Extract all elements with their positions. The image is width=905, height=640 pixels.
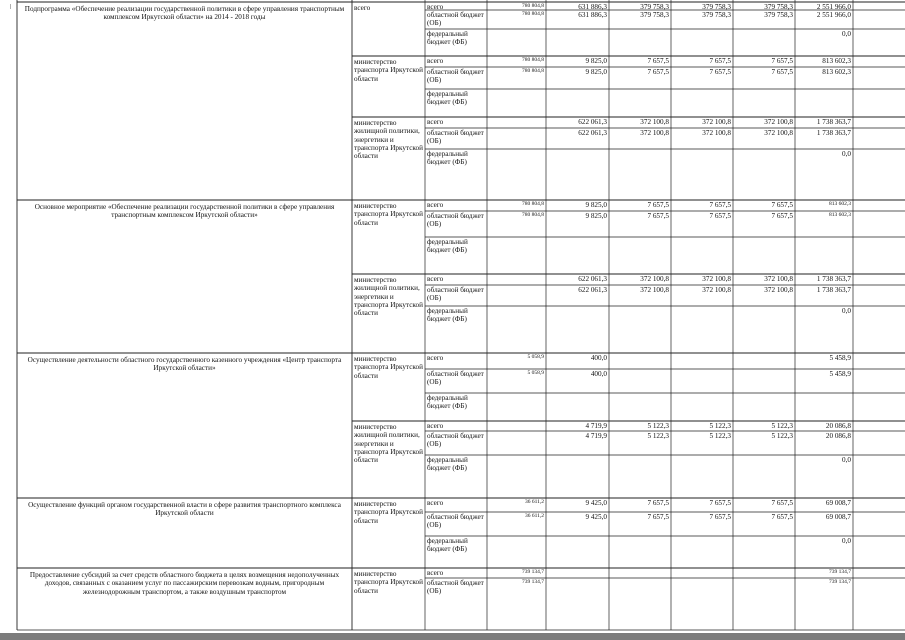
value-cell: 631 886,3: [578, 3, 607, 11]
funding-source: областной бюджет (ОБ): [427, 286, 484, 303]
row-title: Подпрограмма «Обеспечение реализации государственной политики в сфере управления транспортным комплексом Иркутской области» на 2014 - 2018 годы: [24, 5, 345, 22]
value-cell: 379 758,3: [640, 11, 669, 19]
value-cell: 7 657,5: [647, 513, 669, 521]
value-cell: 7 657,5: [771, 499, 793, 507]
value-cell: 0,0: [842, 150, 851, 158]
row-title: Осуществление функций органом государственной власти в сфере развития транспортного комплекса Иркутской области: [28, 501, 341, 518]
value-cell: 372 100,8: [640, 275, 669, 283]
value-cell: 739 134,7: [829, 569, 851, 575]
row-title: Предоставление субсидий за счет средств областного бюджета в целях возмещения недополученных доходов, связанных с оказанием услуг по пассажирским перевозкам водным, пригородным железнодорожным транспортом, а также воздушным транспортом: [29, 571, 340, 596]
value-cell: 7 657,5: [709, 57, 731, 65]
value-cell: 7 657,5: [771, 212, 793, 220]
value-cell: 372 100,8: [764, 275, 793, 283]
value-cell: 400,0: [590, 370, 607, 378]
value-cell: 400,0: [590, 354, 607, 362]
value-cell: 372 100,8: [702, 286, 731, 294]
funding-source: всего: [427, 57, 444, 65]
funding-source: областной бюджет (ОБ): [427, 212, 484, 229]
value-cell: 372 100,8: [764, 286, 793, 294]
value-cell: 780 804,8: [522, 68, 544, 74]
value-cell: 5 122,3: [647, 432, 669, 440]
value-cell: 5 458,9: [829, 370, 851, 378]
responsible-org: министерство жилищной политики, энергетики и транспорта Иркутской области: [354, 276, 423, 318]
value-cell: 2 551 966,0: [816, 3, 851, 11]
value-cell: 813 602,3: [822, 57, 851, 65]
funding-source: всего: [427, 118, 444, 126]
funding-source: всего: [427, 422, 444, 430]
funding-source: всего: [427, 3, 444, 11]
value-cell: 5 122,3: [709, 432, 731, 440]
value-cell: 780 804,8: [522, 11, 544, 17]
funding-source: областной бюджет (ОБ): [427, 129, 484, 146]
value-cell: 9 825,0: [585, 68, 607, 76]
value-cell: 379 758,3: [702, 11, 731, 19]
value-cell: 7 657,5: [771, 68, 793, 76]
value-cell: 1 738 363,7: [816, 275, 851, 283]
funding-source: федеральный бюджет (ФБ): [427, 307, 468, 324]
value-cell: 780 804,8: [522, 212, 544, 218]
value-cell: 7 657,5: [647, 499, 669, 507]
responsible-org: министерство транспорта Иркутской области: [354, 500, 423, 525]
funding-source: всего: [427, 275, 444, 283]
row-title: Осуществление деятельности областного государственного казенного учреждения «Центр транспорта Иркутской области»: [27, 356, 342, 373]
row-title: Основное мероприятие «Обеспечение реализации государственной политики в сфере управления транспортным комплексом Иркутской области»: [34, 203, 335, 220]
value-cell: 4 719,9: [585, 422, 607, 430]
value-cell: 1 738 363,7: [816, 286, 851, 294]
value-cell: 0,0: [842, 456, 851, 464]
value-cell: 622 061,3: [578, 275, 607, 283]
funding-source: областной бюджет (ОБ): [427, 579, 484, 596]
responsible-org: министерство жилищной политики, энергетики и транспорта Иркутской области: [354, 423, 423, 465]
responsible-org: министерство транспорта Иркутской области: [354, 355, 423, 380]
funding-source: федеральный бюджет (ФБ): [427, 238, 468, 255]
value-cell: 5 122,3: [771, 422, 793, 430]
responsible-org: министерство транспорта Иркутской области: [354, 570, 423, 595]
value-cell: 7 657,5: [647, 68, 669, 76]
value-cell: 0,0: [842, 537, 851, 545]
row-marker: ǀ: [10, 3, 12, 11]
value-cell: 5 122,3: [709, 422, 731, 430]
value-cell: 1 738 363,7: [816, 118, 851, 126]
value-cell: 0,0: [842, 30, 851, 38]
value-cell: 813 602,3: [829, 201, 851, 207]
funding-source: федеральный бюджет (ФБ): [427, 90, 468, 107]
value-cell: 7 657,5: [647, 57, 669, 65]
funding-source: всего: [427, 569, 444, 577]
value-cell: 813 602,3: [822, 68, 851, 76]
value-cell: 622 061,3: [578, 118, 607, 126]
value-cell: 622 061,3: [578, 286, 607, 294]
funding-source: федеральный бюджет (ФБ): [427, 456, 468, 473]
value-cell: 5 058,9: [527, 370, 544, 376]
value-cell: 9 825,0: [585, 212, 607, 220]
funding-source: областной бюджет (ОБ): [427, 432, 484, 449]
value-cell: 372 100,8: [702, 129, 731, 137]
value-cell: 9 425,0: [585, 513, 607, 521]
value-cell: 36 611,2: [524, 499, 544, 505]
value-cell: 372 100,8: [640, 129, 669, 137]
value-cell: 7 657,5: [771, 57, 793, 65]
funding-source: областной бюджет (ОБ): [427, 11, 484, 28]
value-cell: 7 657,5: [709, 201, 731, 209]
value-cell: 379 758,3: [702, 3, 731, 11]
value-cell: 20 086,8: [825, 432, 851, 440]
responsible-org: министерство транспорта Иркутской области: [354, 202, 423, 227]
value-cell: 780 804,8: [522, 201, 544, 207]
value-cell: 1 738 363,7: [816, 129, 851, 137]
value-cell: 7 657,5: [709, 499, 731, 507]
value-cell: 20 086,8: [825, 422, 851, 430]
responsible-org: всего: [354, 4, 371, 12]
value-cell: 813 602,3: [829, 212, 851, 218]
funding-source: всего: [427, 354, 444, 362]
value-cell: 780 804,8: [522, 57, 544, 63]
value-cell: 739 134,7: [522, 579, 544, 585]
value-cell: 379 758,3: [764, 3, 793, 11]
value-cell: 379 758,3: [764, 11, 793, 19]
value-cell: 9 425,0: [585, 499, 607, 507]
funding-source: областной бюджет (ОБ): [427, 370, 484, 387]
funding-source: федеральный бюджет (ФБ): [427, 30, 468, 47]
responsible-org: министерство транспорта Иркутской области: [354, 58, 423, 83]
value-cell: 372 100,8: [702, 118, 731, 126]
value-cell: 7 657,5: [709, 68, 731, 76]
value-cell: 5 122,3: [771, 432, 793, 440]
funding-source: федеральный бюджет (ФБ): [427, 150, 468, 167]
value-cell: 4 719,9: [585, 432, 607, 440]
funding-source: всего: [427, 499, 444, 507]
value-cell: 372 100,8: [702, 275, 731, 283]
value-cell: 36 611,2: [524, 513, 544, 519]
funding-source: областной бюджет (ОБ): [427, 513, 484, 530]
value-cell: 5 058,9: [527, 354, 544, 360]
value-cell: 379 758,3: [640, 3, 669, 11]
funding-source: федеральный бюджет (ФБ): [427, 537, 468, 554]
funding-source: всего: [427, 201, 444, 209]
value-cell: 7 657,5: [709, 513, 731, 521]
funding-source: областной бюджет (ОБ): [427, 68, 484, 85]
value-cell: 2 551 966,0: [816, 11, 851, 19]
value-cell: 622 061,3: [578, 129, 607, 137]
value-cell: 69 008,7: [825, 513, 851, 521]
value-cell: 69 008,7: [825, 499, 851, 507]
value-cell: 372 100,8: [764, 129, 793, 137]
value-cell: 372 100,8: [640, 286, 669, 294]
value-cell: 372 100,8: [764, 118, 793, 126]
value-cell: 7 657,5: [771, 201, 793, 209]
value-cell: 372 100,8: [640, 118, 669, 126]
value-cell: 631 886,3: [578, 11, 607, 19]
value-cell: 7 657,5: [647, 212, 669, 220]
value-cell: 7 657,5: [647, 201, 669, 209]
value-cell: 7 657,5: [771, 513, 793, 521]
responsible-org: министерство жилищной политики, энергетики и транспорта Иркутской области: [354, 119, 423, 161]
value-cell: 739 134,7: [522, 569, 544, 575]
value-cell: 7 657,5: [709, 212, 731, 220]
scan-bottom-edge: [0, 633, 905, 640]
value-cell: 0,0: [842, 307, 851, 315]
value-cell: 9 825,0: [585, 201, 607, 209]
funding-source: федеральный бюджет (ФБ): [427, 394, 468, 411]
value-cell: 9 825,0: [585, 57, 607, 65]
value-cell: 739 134,7: [829, 579, 851, 585]
value-cell: 780 804,8: [522, 3, 544, 9]
value-cell: 5 122,3: [647, 422, 669, 430]
value-cell: 5 458,9: [829, 354, 851, 362]
